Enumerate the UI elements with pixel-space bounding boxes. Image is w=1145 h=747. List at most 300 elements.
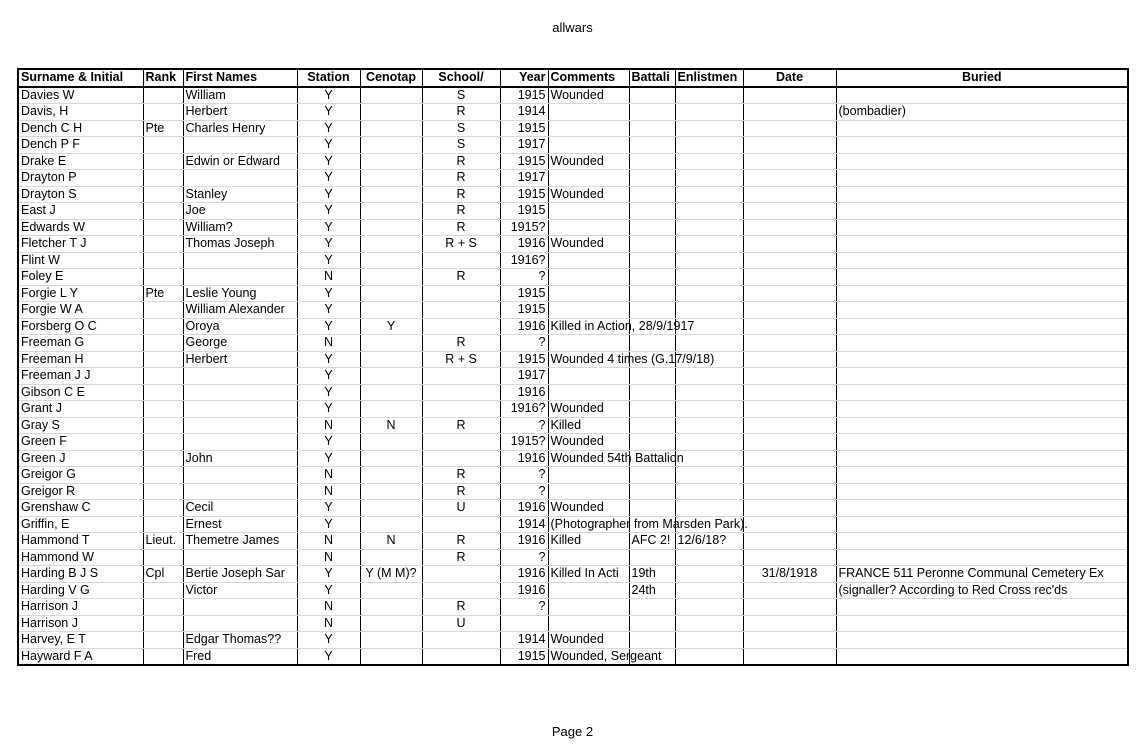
cell-surname: Griffin, E	[18, 516, 143, 533]
cell-rank	[143, 219, 183, 236]
cell-year: 1916	[500, 500, 548, 517]
cell-first	[183, 368, 297, 385]
cell-year: ?	[500, 599, 548, 616]
cell-year: 1915	[500, 285, 548, 302]
cell-surname: Gibson C E	[18, 384, 143, 401]
cell-buried	[836, 483, 1128, 500]
cell-date	[743, 269, 836, 286]
cell-enlistment	[675, 219, 743, 236]
cell-station: Y	[297, 236, 360, 253]
cell-cenotaph	[360, 203, 422, 220]
cell-cenotaph: Y	[360, 318, 422, 335]
cell-battalion	[629, 368, 675, 385]
cell-comments	[548, 615, 629, 632]
header-battalion: Battali	[629, 69, 675, 87]
table-row	[18, 632, 1128, 649]
cell-rank	[143, 104, 183, 121]
cell-enlistment	[675, 153, 743, 170]
cell-date	[743, 450, 836, 467]
cell-enlistment	[675, 450, 743, 467]
cell-school	[422, 318, 500, 335]
cell-station: Y	[297, 252, 360, 269]
cell-date	[743, 186, 836, 203]
cell-surname: Dench C H	[18, 120, 143, 137]
cell-school: R + S	[422, 351, 500, 368]
cell-rank	[143, 368, 183, 385]
cell-buried	[836, 599, 1128, 616]
table-row	[18, 203, 1128, 220]
cell-battalion	[629, 417, 675, 434]
table-row	[18, 549, 1128, 566]
cell-enlistment	[675, 549, 743, 566]
header-first-names: First Names	[183, 69, 297, 87]
table-row	[18, 483, 1128, 500]
cell-surname: Fletcher T J	[18, 236, 143, 253]
cell-station: Y	[297, 401, 360, 418]
cell-school: S	[422, 120, 500, 137]
cell-enlistment	[675, 384, 743, 401]
cell-buried	[836, 615, 1128, 632]
cell-buried	[836, 252, 1128, 269]
cell-battalion: AFC 2!	[629, 533, 675, 550]
cell-rank	[143, 318, 183, 335]
cell-station: Y	[297, 450, 360, 467]
cell-year: ?	[500, 549, 548, 566]
cell-date	[743, 137, 836, 154]
cell-surname: Harding B J S	[18, 566, 143, 583]
cell-station: Y	[297, 516, 360, 533]
cell-school: R	[422, 599, 500, 616]
cell-date	[743, 500, 836, 517]
cell-cenotaph	[360, 186, 422, 203]
cell-school	[422, 450, 500, 467]
cell-rank	[143, 351, 183, 368]
table-row	[18, 104, 1128, 121]
cell-year: 1915	[500, 153, 548, 170]
cell-school	[422, 566, 500, 583]
cell-buried	[836, 236, 1128, 253]
cell-surname: Harrison J	[18, 599, 143, 616]
cell-school: R	[422, 417, 500, 434]
cell-station: N	[297, 335, 360, 352]
cell-cenotaph	[360, 599, 422, 616]
cell-first: Cecil	[183, 500, 297, 517]
cell-station: Y	[297, 566, 360, 583]
cell-school	[422, 285, 500, 302]
cell-school	[422, 434, 500, 451]
cell-buried: (bombadier)	[836, 104, 1128, 121]
cell-buried	[836, 219, 1128, 236]
cell-date	[743, 401, 836, 418]
cell-rank	[143, 137, 183, 154]
cell-rank	[143, 269, 183, 286]
cell-station: N	[297, 533, 360, 550]
table-row	[18, 186, 1128, 203]
cell-buried	[836, 285, 1128, 302]
cell-first	[183, 384, 297, 401]
cell-school: S	[422, 137, 500, 154]
cell-enlistment	[675, 566, 743, 583]
cell-rank: Cpl	[143, 566, 183, 583]
cell-station: N	[297, 549, 360, 566]
cell-cenotaph	[360, 153, 422, 170]
cell-first: Ernest	[183, 516, 297, 533]
table-row	[18, 302, 1128, 319]
cell-school: R	[422, 186, 500, 203]
cell-comments	[548, 269, 629, 286]
cell-first: Oroya	[183, 318, 297, 335]
cell-date	[743, 236, 836, 253]
cell-enlistment: 12/6/18?	[675, 533, 743, 550]
cell-school: U	[422, 500, 500, 517]
cell-date	[743, 87, 836, 104]
cell-first: Victor	[183, 582, 297, 599]
cell-buried	[836, 153, 1128, 170]
cell-cenotaph	[360, 648, 422, 665]
cell-buried	[836, 203, 1128, 220]
cell-school	[422, 368, 500, 385]
cell-date	[743, 467, 836, 484]
cell-enlistment	[675, 483, 743, 500]
table-row	[18, 434, 1128, 451]
cell-surname: Freeman J J	[18, 368, 143, 385]
table-row	[18, 401, 1128, 418]
cell-station: Y	[297, 153, 360, 170]
cell-station: Y	[297, 285, 360, 302]
cell-buried	[836, 335, 1128, 352]
table-row	[18, 219, 1128, 236]
header-school: School/	[422, 69, 500, 87]
table-row	[18, 153, 1128, 170]
cell-cenotaph	[360, 401, 422, 418]
cell-rank	[143, 236, 183, 253]
cell-battalion	[629, 302, 675, 319]
cell-school	[422, 582, 500, 599]
cell-comments: Wounded	[548, 186, 629, 203]
cell-station: Y	[297, 302, 360, 319]
cell-enlistment	[675, 599, 743, 616]
cell-comments: (Photographer from Marsden Park).	[548, 516, 629, 533]
cell-school: R	[422, 203, 500, 220]
table-row	[18, 285, 1128, 302]
cell-buried	[836, 434, 1128, 451]
cell-station: N	[297, 483, 360, 500]
cell-battalion	[629, 269, 675, 286]
cell-station: N	[297, 467, 360, 484]
cell-cenotaph	[360, 285, 422, 302]
cell-year: 1915	[500, 87, 548, 104]
cell-station: Y	[297, 318, 360, 335]
cell-first	[183, 549, 297, 566]
cell-battalion	[629, 467, 675, 484]
cell-surname: Freeman H	[18, 351, 143, 368]
cell-year: 1916	[500, 533, 548, 550]
cell-date	[743, 120, 836, 137]
cell-enlistment	[675, 335, 743, 352]
table-row	[18, 87, 1128, 104]
cell-comments: Wounded	[548, 153, 629, 170]
cell-cenotaph	[360, 368, 422, 385]
cell-station: Y	[297, 434, 360, 451]
cell-cenotaph	[360, 335, 422, 352]
cell-enlistment	[675, 401, 743, 418]
cell-battalion	[629, 153, 675, 170]
cell-school	[422, 401, 500, 418]
table-row	[18, 384, 1128, 401]
cell-first	[183, 252, 297, 269]
cell-first: William Alexander	[183, 302, 297, 319]
cell-surname: Davis, H	[18, 104, 143, 121]
cell-year: 1915	[500, 186, 548, 203]
cell-comments	[548, 285, 629, 302]
cell-year: 1915	[500, 120, 548, 137]
cell-date	[743, 533, 836, 550]
cell-rank	[143, 615, 183, 632]
cell-enlistment	[675, 434, 743, 451]
cell-year: ?	[500, 269, 548, 286]
cell-cenotaph	[360, 582, 422, 599]
cell-rank	[143, 417, 183, 434]
cell-surname: Grenshaw C	[18, 500, 143, 517]
cell-year: 1916	[500, 384, 548, 401]
cell-surname: Harding V G	[18, 582, 143, 599]
cell-station: Y	[297, 87, 360, 104]
cell-surname: Dench P F	[18, 137, 143, 154]
cell-cenotaph	[360, 615, 422, 632]
cell-surname: Drayton P	[18, 170, 143, 187]
table-row	[18, 533, 1128, 550]
cell-battalion	[629, 104, 675, 121]
cell-school: R	[422, 467, 500, 484]
table-row	[18, 450, 1128, 467]
cell-date	[743, 285, 836, 302]
cell-year: 1916	[500, 236, 548, 253]
cell-year: ?	[500, 417, 548, 434]
cell-cenotaph	[360, 170, 422, 187]
table-row	[18, 318, 1128, 335]
cell-school: R	[422, 219, 500, 236]
cell-surname: Gray S	[18, 417, 143, 434]
cell-buried	[836, 351, 1128, 368]
cell-comments	[548, 582, 629, 599]
cell-rank	[143, 302, 183, 319]
cell-rank	[143, 648, 183, 665]
cell-comments	[548, 170, 629, 187]
table-body	[18, 87, 1128, 666]
cell-rank	[143, 467, 183, 484]
cell-rank	[143, 186, 183, 203]
table-row	[18, 351, 1128, 368]
cell-first: Fred	[183, 648, 297, 665]
table-row	[18, 648, 1128, 665]
cell-station: Y	[297, 500, 360, 517]
cell-rank	[143, 153, 183, 170]
cell-date	[743, 318, 836, 335]
cell-first	[183, 137, 297, 154]
cell-surname: Green F	[18, 434, 143, 451]
cell-battalion: 24th	[629, 582, 675, 599]
cell-enlistment	[675, 648, 743, 665]
cell-year: 1916	[500, 566, 548, 583]
cell-first	[183, 269, 297, 286]
cell-buried	[836, 186, 1128, 203]
cell-battalion	[629, 203, 675, 220]
cell-rank	[143, 549, 183, 566]
cell-date	[743, 549, 836, 566]
cell-cenotaph	[360, 450, 422, 467]
cell-cenotaph	[360, 549, 422, 566]
cell-comments	[548, 384, 629, 401]
cell-buried	[836, 302, 1128, 319]
cell-school	[422, 516, 500, 533]
cell-enlistment	[675, 104, 743, 121]
cell-surname: Edwards W	[18, 219, 143, 236]
cell-rank: Lieut.	[143, 533, 183, 550]
cell-year: ?	[500, 335, 548, 352]
cell-enlistment	[675, 186, 743, 203]
cell-rank: Pte	[143, 285, 183, 302]
cell-comments: Wounded, Sergeant	[548, 648, 629, 665]
cell-battalion	[629, 483, 675, 500]
table-row	[18, 615, 1128, 632]
cell-first	[183, 483, 297, 500]
cell-station: Y	[297, 582, 360, 599]
cell-surname: Forgie L Y	[18, 285, 143, 302]
cell-first: William?	[183, 219, 297, 236]
cell-school: S	[422, 87, 500, 104]
table-row	[18, 269, 1128, 286]
cell-buried	[836, 648, 1128, 665]
cell-rank	[143, 252, 183, 269]
cell-rank	[143, 582, 183, 599]
cell-date	[743, 632, 836, 649]
cell-school	[422, 252, 500, 269]
cell-year: 1915?	[500, 434, 548, 451]
page-title: allwars	[552, 20, 593, 35]
cell-cenotaph	[360, 302, 422, 319]
cell-station: Y	[297, 632, 360, 649]
cell-comments	[548, 252, 629, 269]
cell-cenotaph	[360, 137, 422, 154]
cell-comments	[548, 549, 629, 566]
cell-station: Y	[297, 120, 360, 137]
cell-enlistment	[675, 368, 743, 385]
cell-enlistment	[675, 203, 743, 220]
cell-buried	[836, 533, 1128, 550]
cell-enlistment	[675, 417, 743, 434]
records-table	[17, 68, 1129, 666]
cell-comments: Killed in Action, 28/9/1917	[548, 318, 629, 335]
cell-buried	[836, 269, 1128, 286]
cell-station: N	[297, 269, 360, 286]
cell-buried: (signaller? According to Red Cross rec'ds	[836, 582, 1128, 599]
cell-first: Charles Henry	[183, 120, 297, 137]
header-year: Year	[500, 69, 548, 87]
cell-cenotaph	[360, 252, 422, 269]
cell-cenotaph	[360, 269, 422, 286]
cell-cenotaph	[360, 516, 422, 533]
cell-enlistment	[675, 582, 743, 599]
cell-buried	[836, 632, 1128, 649]
cell-year	[500, 615, 548, 632]
cell-year: 1915?	[500, 219, 548, 236]
cell-school: R	[422, 335, 500, 352]
cell-enlistment	[675, 632, 743, 649]
cell-station: Y	[297, 186, 360, 203]
cell-comments: Wounded 4 times (G.17/9/18)	[548, 351, 629, 368]
cell-battalion	[629, 252, 675, 269]
cell-battalion	[629, 87, 675, 104]
cell-first	[183, 417, 297, 434]
cell-battalion: 19th	[629, 566, 675, 583]
cell-battalion	[629, 137, 675, 154]
cell-station: Y	[297, 219, 360, 236]
table-row	[18, 566, 1128, 583]
cell-year: 1916	[500, 582, 548, 599]
table-row	[18, 236, 1128, 253]
cell-year: 1917	[500, 368, 548, 385]
cell-year: 1915	[500, 302, 548, 319]
cell-date	[743, 599, 836, 616]
cell-year: 1916?	[500, 252, 548, 269]
cell-station: Y	[297, 648, 360, 665]
cell-surname: Freeman G	[18, 335, 143, 352]
cell-enlistment	[675, 137, 743, 154]
cell-station: Y	[297, 351, 360, 368]
cell-first: Stanley	[183, 186, 297, 203]
cell-cenotaph	[360, 120, 422, 137]
table-row	[18, 170, 1128, 187]
cell-first: Edgar Thomas??	[183, 632, 297, 649]
cell-date	[743, 582, 836, 599]
cell-battalion	[629, 599, 675, 616]
table-row	[18, 120, 1128, 137]
cell-first: Herbert	[183, 104, 297, 121]
cell-station: Y	[297, 104, 360, 121]
cell-school: R	[422, 153, 500, 170]
table-row	[18, 368, 1128, 385]
cell-date	[743, 153, 836, 170]
cell-date	[743, 219, 836, 236]
header-buried: Buried	[836, 69, 1128, 87]
cell-buried	[836, 384, 1128, 401]
cell-surname: East J	[18, 203, 143, 220]
cell-comments	[548, 203, 629, 220]
cell-surname: Grant J	[18, 401, 143, 418]
cell-comments: Wounded	[548, 236, 629, 253]
cell-date	[743, 351, 836, 368]
table-row	[18, 467, 1128, 484]
cell-cenotaph	[360, 219, 422, 236]
cell-first	[183, 170, 297, 187]
cell-comments	[548, 104, 629, 121]
cell-cenotaph	[360, 434, 422, 451]
cell-comments	[548, 219, 629, 236]
cell-comments	[548, 368, 629, 385]
cell-school	[422, 302, 500, 319]
cell-buried	[836, 450, 1128, 467]
cell-enlistment	[675, 615, 743, 632]
cell-battalion	[629, 615, 675, 632]
cell-year: ?	[500, 467, 548, 484]
table-row	[18, 582, 1128, 599]
cell-school: R	[422, 483, 500, 500]
cell-first	[183, 599, 297, 616]
cell-battalion	[629, 170, 675, 187]
cell-comments	[548, 599, 629, 616]
cell-rank	[143, 483, 183, 500]
cell-surname: Greigor R	[18, 483, 143, 500]
